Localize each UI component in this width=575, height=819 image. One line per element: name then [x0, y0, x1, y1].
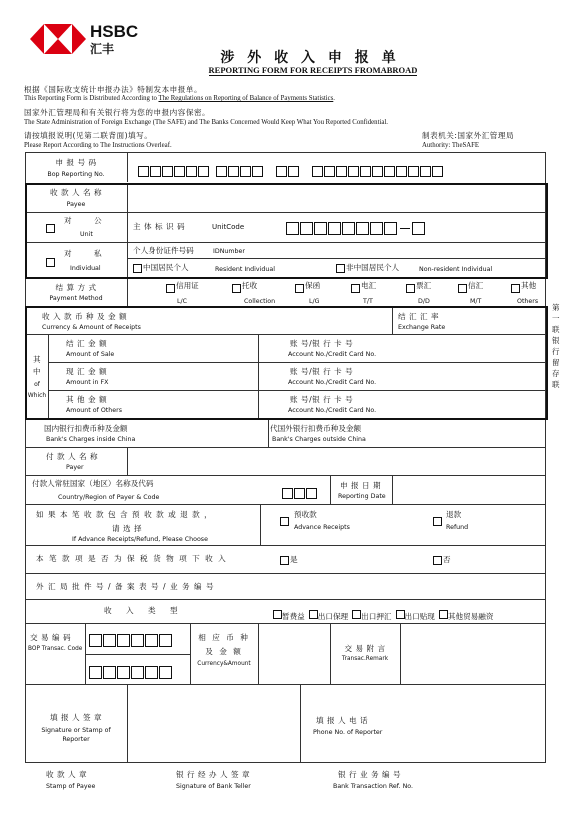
bonded-yes-checkbox[interactable]	[280, 556, 289, 565]
form-title-cn: 涉 外 收 入 申 报 单	[220, 50, 400, 66]
stamp-label-cn: 收 款 人 章	[46, 770, 88, 779]
fx-acct-cn: 账 号/银 行 卡 号	[290, 367, 354, 376]
corr-label-cn2: 及 金 额	[205, 647, 243, 656]
idnumber-label-cn: 个人身份证件号码	[133, 246, 194, 255]
sale-label-en: Amount of Sale	[66, 351, 115, 358]
corr-label-en: Currency&Amount	[197, 661, 251, 667]
remark-label-cn: 交 易 附 言	[344, 644, 386, 653]
individual-label-cn: 对 私	[64, 249, 112, 258]
intro-en-3: Please Report According to The Instructions Overleaf.	[24, 142, 172, 149]
approval-input[interactable]	[260, 576, 542, 596]
currency-label-cn: 收 入 款 币 种 及 金 额	[42, 312, 128, 321]
bopcode-label-en: BOP Transac. Code	[28, 646, 83, 652]
unitcode-label-cn: 主 体 标 识 码	[133, 222, 186, 231]
pm-lc-checkbox[interactable]	[166, 284, 175, 293]
nonresident-checkbox[interactable]	[336, 264, 345, 273]
charges-outside-en: Bank's Charges outside China	[272, 436, 366, 443]
teller-label-en: Signature of Bank Teller	[176, 783, 251, 790]
bop-number-boxes[interactable]	[138, 161, 444, 180]
sale-acct-en: Account No./Credit Card No.	[288, 351, 377, 358]
bonded-yes-label: 是	[290, 555, 299, 564]
rdate-label-cn: 申 报 日 期	[340, 481, 382, 490]
intro-en-1: This Reporting Form is Distributed According to The Regulations on Reporting of Balance of Payments Statistics.	[24, 95, 335, 102]
sale-acct-cn: 账 号/银 行 卡 号	[290, 339, 354, 348]
hexagon-logo-icon	[30, 24, 86, 54]
advance-question-cn2: 请 选 择	[112, 524, 143, 533]
hsbc-logo	[30, 24, 88, 54]
phone-input[interactable]	[404, 688, 542, 760]
inctype-1-checkbox[interactable]	[273, 610, 282, 619]
unitcode-boxes[interactable]	[286, 218, 426, 237]
income-type-options: 暂费益 出口保理 出口押汇 出口贴现 其他贸易融资	[273, 604, 493, 623]
advance-question-cn: 如 果 本 笔 收 款 包 含 预 收 款 或 退 款 ，	[36, 510, 213, 519]
bopcode-boxes-2[interactable]	[89, 662, 173, 681]
intro-cn-1: 根据《国际收支统计申报办法》特制发本申报单。	[24, 85, 203, 94]
phone-label-en: Phone No. of Reporter	[313, 729, 383, 736]
refund-label-cn: 退款	[446, 510, 462, 519]
country-code-boxes[interactable]	[282, 483, 318, 502]
pm-collection[interactable]: 托收 Collection	[232, 280, 292, 306]
fx-label-cn: 现 汇 金 额	[66, 367, 108, 376]
pm-tt-checkbox[interactable]	[351, 284, 360, 293]
fx-label-en: Amount in FX	[66, 379, 109, 386]
copy-side-label: 第 一 联 银 行 留 存 联	[552, 303, 560, 389]
txref-label-cn: 银 行 业 务 编 号	[338, 770, 402, 779]
authority-en: Authority: TheSAFE	[422, 142, 480, 149]
rate-label-cn: 结 汇 汇 率	[398, 312, 440, 321]
inctype-4-checkbox[interactable]	[396, 610, 405, 619]
bank-name-cn: 汇丰	[90, 42, 115, 56]
nonresident-label-en: Non-resident Individual	[419, 266, 493, 273]
advance-checkbox[interactable]	[280, 517, 289, 526]
pm-lg-checkbox[interactable]	[295, 284, 304, 293]
bop-label-en: Bop Reporting No.	[47, 171, 105, 178]
sale-label-cn: 结 汇 金 额	[66, 339, 108, 348]
inctype-3-checkbox[interactable]	[352, 610, 361, 619]
approval-label: 外 汇 局 批 件 号 / 备 案 表 号 / 业 务 编 号	[36, 582, 215, 591]
unit-label-en: Unit	[80, 231, 93, 238]
teller-label-cn: 银 行 经 办 人 签 章	[176, 770, 251, 779]
individual-checkbox[interactable]	[46, 258, 55, 267]
bonded-no-label: 否	[443, 555, 452, 564]
charges-inside-en: Bank's Charges inside China	[46, 436, 136, 443]
paymethod-options	[166, 280, 546, 306]
sig-label-en1: Signature or Stamp of	[41, 727, 111, 734]
bopcode-boxes-1[interactable]	[89, 630, 173, 649]
payer-label-cn: 付 款 人 名 称	[46, 452, 99, 461]
pm-lg[interactable]: 保函 L/G	[295, 280, 345, 306]
pm-mt-checkbox[interactable]	[458, 284, 467, 293]
refund-checkbox[interactable]	[433, 517, 442, 526]
intro-cn-2: 国家外汇管理局和有关银行将为您的申报内容保密。	[24, 108, 211, 117]
bopcode-label-cn: 交 易 编 码	[30, 633, 72, 642]
country-label-cn: 付款人常驻国家（地区）名称及代码	[32, 479, 154, 488]
rate-label-en: Exchange Rate	[398, 324, 446, 331]
others-acct-cn: 账 号/银 行 卡 号	[290, 395, 354, 404]
currency-label-en: Currency & Amount of Receipts	[42, 324, 141, 331]
payee-label-en: Payee	[66, 201, 86, 208]
individual-label-en: Individual	[70, 265, 101, 272]
advance-label-cn: 预收款	[294, 510, 317, 519]
pm-lc[interactable]: 信用证 L/C	[166, 280, 221, 306]
income-type-label: 收 入 类 型	[104, 606, 184, 615]
which-label-en: of Which	[27, 381, 47, 399]
others-label-en: Amount of Others	[66, 407, 122, 414]
resident-label-en: Resident Individual	[215, 266, 275, 273]
form-title-en: REPORTING FORM FOR RECEIPTS FROMABROAD	[208, 65, 418, 75]
txref-label-en: Bank Transaction Ref. No.	[333, 783, 414, 790]
fx-acct-en: Account No./Credit Card No.	[288, 379, 377, 386]
paymethod-label-en: Payment Method	[49, 295, 103, 302]
signature-area[interactable]	[130, 688, 296, 760]
charges-inside-cn: 国内银行扣费币种及金额	[44, 424, 128, 433]
remark-label-en: Transac.Remark	[341, 656, 389, 662]
pm-others[interactable]: 其他 Others	[511, 280, 546, 306]
which-label-cn: 其中	[32, 355, 42, 376]
unitcode-label-en: UnitCode	[212, 223, 245, 231]
corr-label-cn1: 相 应 币 种	[198, 633, 250, 642]
authority-cn: 制表机关:国家外汇管理局	[422, 131, 515, 140]
idnumber-label-en: IDNumber	[213, 248, 246, 255]
intro-cn-3: 请按填报说明(见第二联背面)填写。	[24, 131, 153, 140]
sig-label-en2: Reporter	[62, 736, 90, 743]
pm-collection-checkbox[interactable]	[232, 284, 241, 293]
nonresident-label-cn: 非中国居民个人	[346, 263, 400, 272]
bonded-no-checkbox[interactable]	[433, 556, 442, 565]
sig-label-cn: 填 报 人 签 章	[49, 713, 103, 722]
country-label-en: Country/Region of Payer & Code	[58, 494, 160, 501]
payee-label-cn: 收 款 人 名 称	[49, 188, 103, 197]
bop-label-cn: 申 报 号 码	[55, 158, 97, 167]
pm-dd[interactable]: 票汇 D/D	[406, 280, 456, 306]
payer-label-en: Payer	[66, 464, 84, 471]
resident-label-cn: 中国居民个人	[143, 263, 189, 272]
pm-tt[interactable]: 电汇 T/T	[351, 280, 401, 306]
pm-mt[interactable]: 信汇 M/T	[458, 280, 508, 306]
rdate-label-en: Reporting Date	[338, 493, 386, 500]
others-label-cn: 其 他 金 额	[66, 395, 108, 404]
unit-label-cn: 对 公	[64, 216, 112, 225]
bank-name: HSBC	[90, 22, 139, 41]
inctype-5-checkbox[interactable]	[439, 610, 448, 619]
advance-question-en: If Advance Receipts/Refund, Please Choose	[72, 536, 208, 543]
inctype-2-checkbox[interactable]	[309, 610, 318, 619]
refund-label-en: Refund	[446, 524, 469, 531]
bonded-question: 本 笔 款 项 是 否 为 保 税 货 物 项 下 收 入	[36, 554, 228, 563]
resident-checkbox[interactable]	[133, 264, 142, 273]
stamp-label-en: Stamp of Payee	[46, 783, 96, 790]
intro-en-2: The State Administration of Foreign Exchange (The SAFE) and The Banks Concerned Would Keep What You Reported Confidential.	[24, 119, 388, 126]
payer-input[interactable]	[130, 449, 542, 473]
phone-label-cn: 填 报 人 电 话	[316, 716, 369, 725]
charges-outside-cn: 代国外银行扣费币种及金额	[270, 424, 362, 433]
payee-input[interactable]	[130, 186, 542, 210]
unit-checkbox[interactable]	[46, 224, 55, 233]
paymethod-label-cn: 结 算 方 式	[55, 283, 97, 292]
others-acct-en: Account No./Credit Card No.	[288, 407, 377, 414]
advance-label-en: Advance Receipts	[294, 524, 350, 531]
pm-dd-checkbox[interactable]	[406, 284, 415, 293]
pm-others-checkbox[interactable]	[511, 284, 520, 293]
